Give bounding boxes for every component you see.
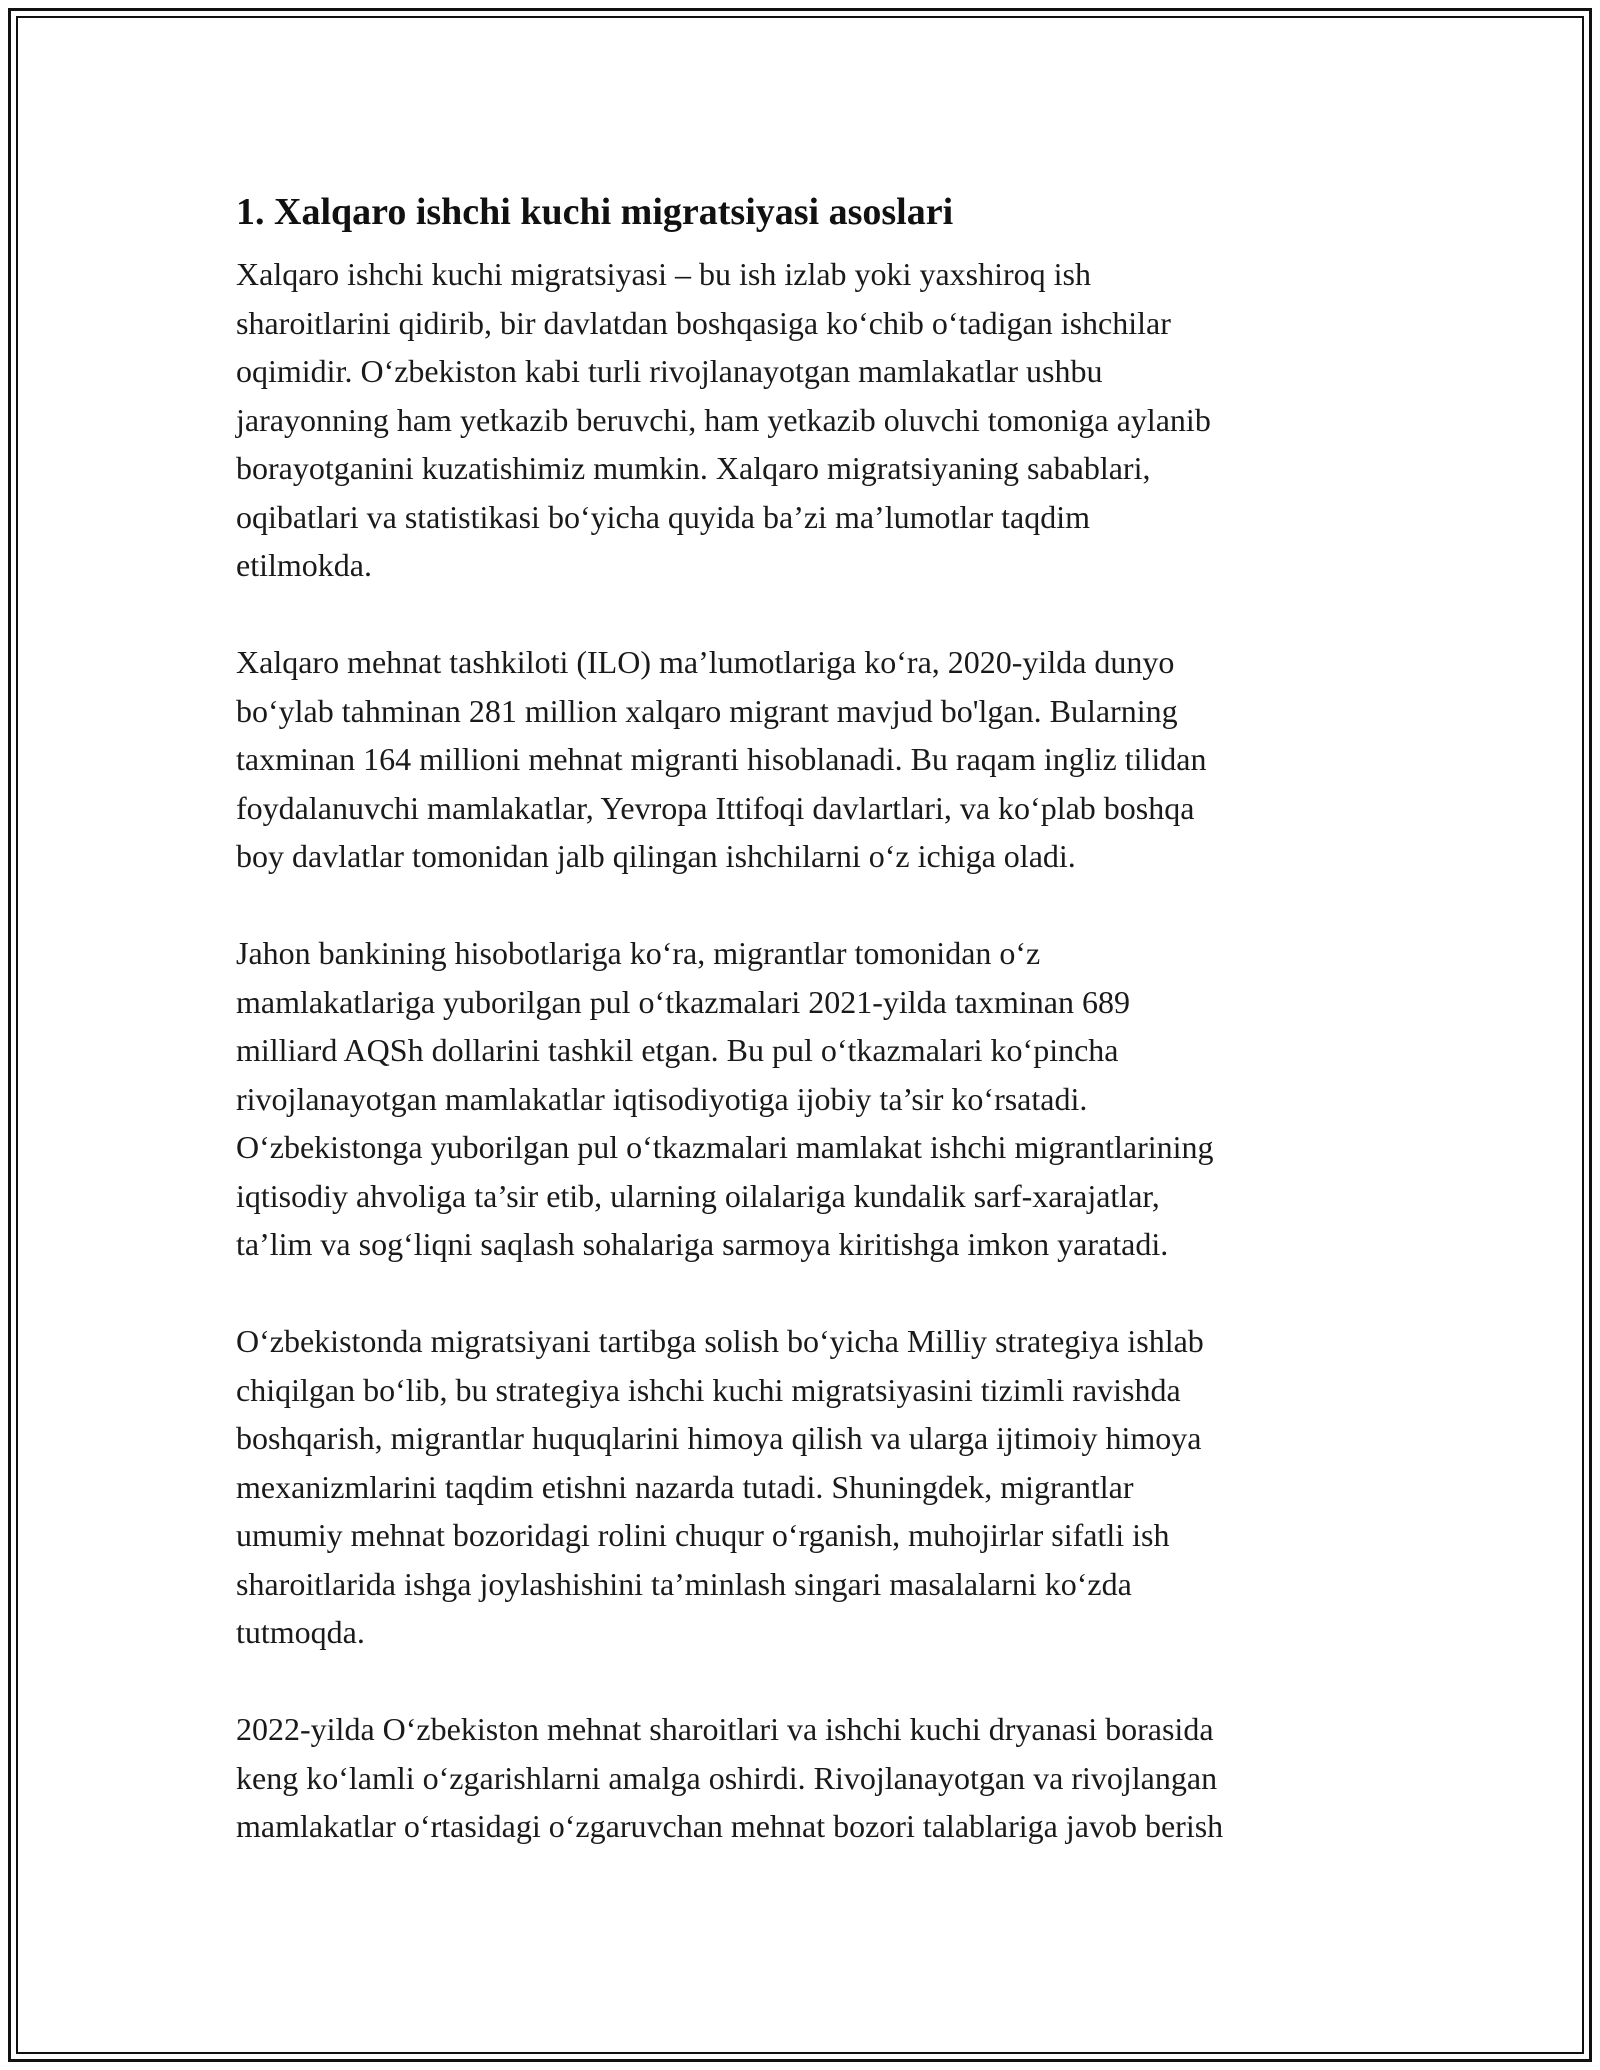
paragraph-line: sharoitlarini qidirib, bir davlatdan boshqasiga ko‘chib o‘tadigan ishchilar [236, 304, 1171, 341]
paragraph-line: boshqarish, migrantlar huquqlarini himoya qilish va ularga ijtimoiy himoya [236, 1420, 1202, 1456]
paragraph-line: O‘zbekistonga yuborilgan pul o‘tkazmalari mamlakat ishchi migrantlarining [236, 1129, 1214, 1165]
paragraph-line: chiqilgan bo‘lib, bu strategiya ishchi kuchi migratsiyasini tizimli ravishda [236, 1371, 1181, 1408]
paragraph-line: iqtisodiy ahvoliga ta’sir etib, ularning oilalariga kundalik sarf-xarajatlar, [236, 1177, 1160, 1214]
paragraph-intro [236, 250, 1376, 590]
paragraph-line: oqibatlari va statistikasi bo‘yicha quyida ba’zi ma’lumotlar taqdim [236, 498, 1090, 535]
paragraph-line: boy davlatlar tomonidan jalb qilingan ishchilarni o‘z ichiga oladi. [236, 838, 1076, 874]
paragraph-line: mamlakatlar o‘rtasidagi o‘zgaruvchan mehnat bozori talablariga javob berish [236, 1808, 1224, 1844]
paragraph-line: borayotganini kuzatishimiz mumkin. Xalqaro migratsiyaning sabablari, [236, 450, 1151, 486]
paragraph-line: mamlakatlariga yuborilgan pul o‘tkazmalari 2021-yilda taxminan 689 [236, 983, 1130, 1020]
paragraph-ilo-statistics [236, 638, 1376, 881]
paragraph-national-strategy [236, 1317, 1376, 1657]
paragraph-line: taxminan 164 millioni mehnat migranti hisoblanadi. Bu raqam ingliz tilidan [236, 741, 1207, 777]
paragraph-2022-reforms [236, 1705, 1376, 1851]
paragraph-line: Jahon bankining hisobotlariga ko‘ra, migrantlar tomonidan o‘z [236, 935, 1041, 971]
paragraph-line: tutmoqda. [236, 1614, 365, 1650]
paragraph-line: sharoitlarida ishga joylashishini ta’minlash singari masalalarni ko‘zda [236, 1565, 1132, 1602]
paragraph-line: 2022-yilda O‘zbekiston mehnat sharoitlari va ishchi kuchi dryanasi borasida [236, 1711, 1214, 1747]
document-body [236, 184, 1376, 1851]
paragraph-line: milliard AQSh dollarini tashkil etgan. Bu pul o‘tkazmalari ko‘pincha [236, 1032, 1119, 1068]
paragraph-line: rivojlanayotgan mamlakatlar iqtisodiyotiga ijobiy ta’sir ko‘rsatadi. [236, 1080, 1088, 1117]
paragraph-line: Xalqaro ishchi kuchi migratsiyasi – bu ish izlab yoki yaxshiroq ish [236, 256, 1091, 292]
section-heading: 1. Xalqaro ishchi kuchi migratsiyasi asoslari [236, 191, 954, 233]
paragraph-line: bo‘ylab tahminan 281 million xalqaro migrant mavjud bo'lgan. Bularning [236, 692, 1178, 729]
paragraph-line: mexanizmlarini taqdim etishni nazarda tutadi. Shuningdek, migrantlar [236, 1468, 1134, 1505]
paragraph-line: foydalanuvchi mamlakatlar, Yevropa Ittifoqi davlartlari, va ko‘plab boshqa [236, 789, 1195, 826]
paragraph-line: Xalqaro mehnat tashkiloti (ILO) ma’lumotlariga ko‘ra, 2020-yilda dunyo [236, 644, 1175, 680]
paragraph-line: oqimidir. O‘zbekiston kabi turli rivojlanayotgan mamlakatlar ushbu [236, 353, 1103, 389]
paragraph-line: O‘zbekistonda migratsiyani tartibga solish bo‘yicha Milliy strategiya ishlab [236, 1323, 1204, 1359]
paragraph-remittances [236, 929, 1376, 1269]
paragraph-line: umumiy mehnat bozoridagi rolini chuqur o‘rganish, muhojirlar sifatli ish [236, 1517, 1170, 1553]
paragraph-line: jarayonning ham yetkazib beruvchi, ham yetkazib oluvchi tomoniga aylanib [236, 401, 1211, 438]
paragraph-line: ta’lim va sog‘liqni saqlash sohalariga sarmoya kiritishga imkon yaratadi. [236, 1226, 1169, 1262]
paragraph-line: etilmokda. [236, 547, 372, 583]
paragraph-line: keng ko‘lamli o‘zgarishlarni amalga oshirdi. Rivojlanayotgan va rivojlangan [236, 1759, 1218, 1796]
